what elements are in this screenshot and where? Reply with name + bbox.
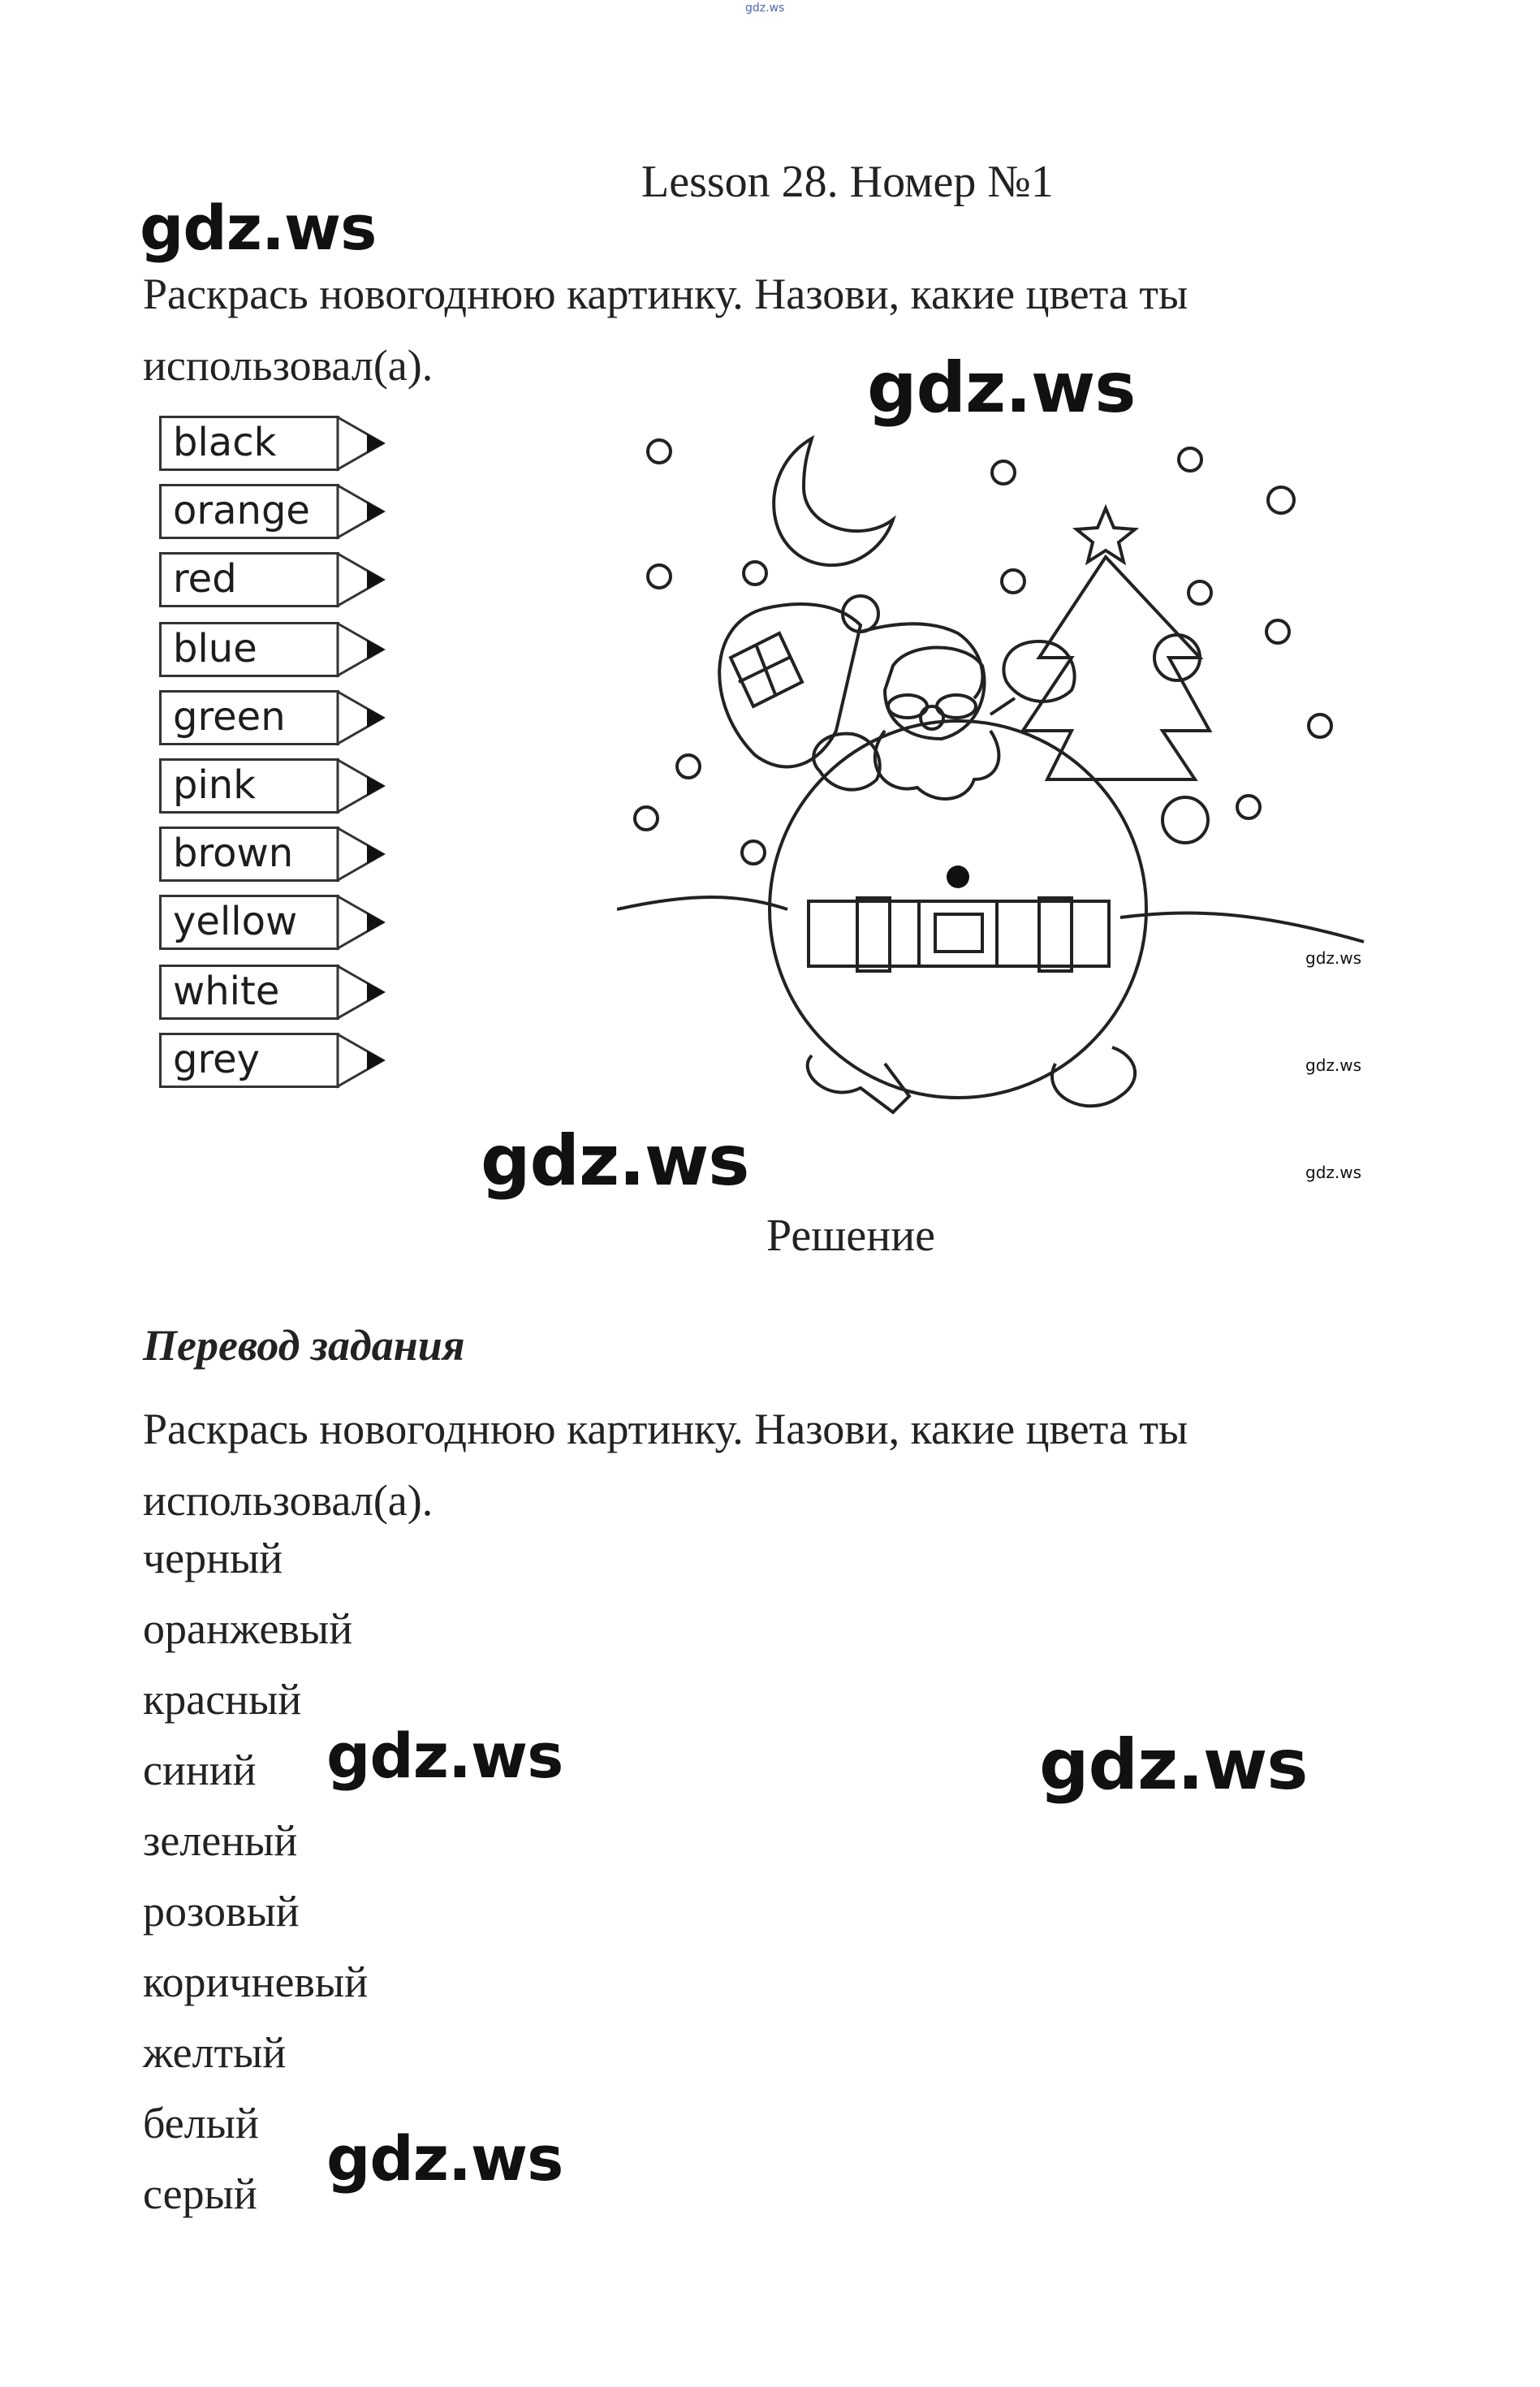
color-word: красный [143, 1675, 302, 1724]
pencil-tip-icon [336, 622, 390, 679]
translation-line-2: использовал(а). [143, 1476, 434, 1525]
pencil-orange [159, 484, 395, 542]
pencil-tip-icon [336, 827, 390, 883]
color-word: оранжевый [143, 1604, 353, 1653]
color-word: черный [143, 1534, 283, 1582]
pencil-label: red [173, 556, 237, 602]
pencil-grey [159, 1033, 395, 1091]
color-word: зеленый [143, 1816, 298, 1865]
color-word: серый [143, 2169, 257, 2218]
watermark: gdz.ws [140, 192, 377, 264]
pencil-yellow [159, 895, 395, 953]
watermark-small: gdz.ws [1305, 948, 1362, 968]
pencil-label: grey [173, 1037, 261, 1082]
pencil-black [159, 416, 395, 474]
pencil-tip-icon [336, 965, 390, 1021]
task-line-2: использовал(а). [143, 341, 434, 390]
pencil-tip-icon [336, 416, 390, 473]
watermark: gdz.ws [867, 347, 1136, 429]
watermark-small: gdz.ws [1305, 1055, 1362, 1075]
watermark: gdz.ws [481, 1120, 749, 1202]
pencil-label: brown [173, 831, 294, 876]
translation-line-1: Раскрась новогоднюю картинку. Назови, какие цвета ты [143, 1405, 1188, 1453]
watermark-top: gdz.ws [745, 2, 785, 15]
watermark: gdz.ws [326, 2122, 563, 2195]
color-word: белый [143, 2099, 259, 2147]
watermark: gdz.ws [1039, 1724, 1308, 1806]
pencil-label: green [173, 694, 286, 740]
pencil-label: white [173, 969, 280, 1014]
pencil-tip-icon [336, 484, 390, 541]
pencil-pink [159, 758, 395, 817]
color-word: синий [143, 1746, 257, 1794]
pencil-tip-icon [336, 895, 390, 952]
pencil-green [159, 690, 395, 749]
pencil-label: orange [173, 488, 310, 533]
color-word: желтый [143, 2028, 287, 2077]
pencil-label: pink [173, 762, 257, 808]
watermark-small: gdz.ws [1305, 1163, 1362, 1182]
color-word: коричневый [143, 1958, 369, 2006]
page-title: Lesson 28. Номер №1 [641, 157, 1054, 207]
pencil-tip-icon [336, 552, 390, 609]
translation-heading: Перевод задания [143, 1321, 465, 1370]
color-word: розовый [143, 1887, 300, 1936]
pencil-label: blue [173, 626, 257, 671]
pencil-tip-icon [336, 690, 390, 747]
solution-label: Решение [766, 1211, 936, 1261]
pencil-label: yellow [173, 899, 298, 944]
pencil-tip-icon [336, 1033, 390, 1090]
pencil-label: black [173, 420, 277, 465]
pencil-tip-icon [336, 758, 390, 815]
watermark: gdz.ws [326, 1720, 563, 1792]
translation-text [143, 1393, 1188, 1536]
pencil-brown [159, 827, 395, 885]
task-line-1: Раскрась новогоднюю картинку. Назови, какие цвета ты [143, 270, 1188, 318]
santa-coloring-picture [617, 422, 1380, 1153]
pencil-blue [159, 622, 395, 680]
pencil-white [159, 965, 395, 1023]
pencil-red [159, 552, 395, 611]
